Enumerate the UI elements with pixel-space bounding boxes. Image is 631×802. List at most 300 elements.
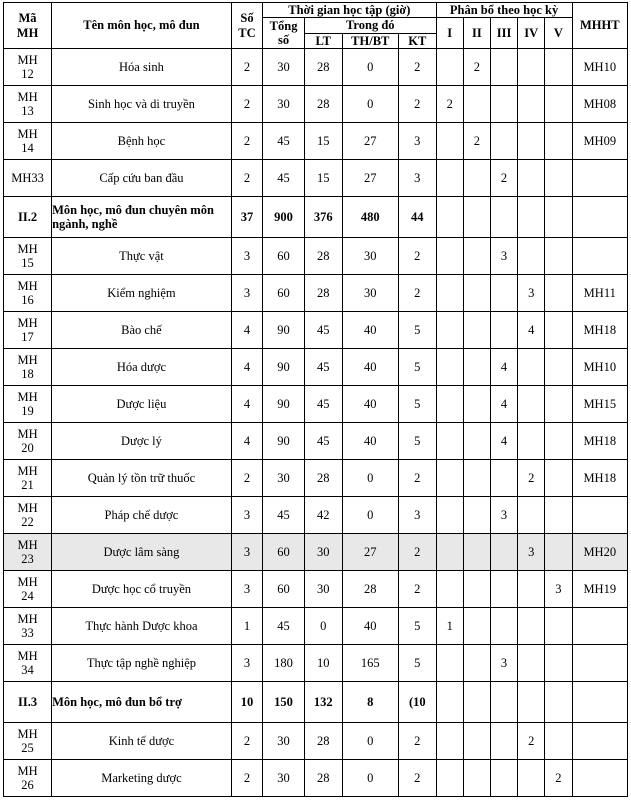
ma-mh-line1: MH	[17, 352, 38, 367]
cell-tong-so: 30	[263, 723, 305, 760]
cell-hk-5	[545, 312, 572, 349]
cell-hk-1	[436, 534, 463, 571]
table-row	[4, 238, 628, 275]
ma-mh-line2: 34	[21, 663, 34, 678]
cell-ma-mh	[4, 682, 52, 723]
cell-lt: 28	[304, 238, 342, 275]
cell-tong-so: 45	[263, 160, 305, 197]
cell-kt: 2	[398, 49, 436, 86]
cell-hk-2	[463, 160, 490, 197]
cell-ten-mon-hoc: Dược học cổ truyền	[52, 571, 232, 608]
cell-ma-mh	[4, 497, 52, 534]
header-hk-5: V	[545, 18, 572, 49]
cell-hk-1	[436, 645, 463, 682]
cell-kt: 2	[398, 460, 436, 497]
cell-so-tc: 37	[231, 197, 262, 238]
ma-mh-line1: II.3	[17, 694, 38, 709]
cell-hk-1	[436, 497, 463, 534]
ma-mh-line2: 22	[21, 515, 34, 530]
cell-mhht	[572, 682, 627, 723]
cell-tong-so: 60	[263, 534, 305, 571]
cell-th-bt: 40	[342, 608, 398, 645]
cell-ten-mon-hoc: Hóa sinh	[52, 49, 232, 86]
cell-tong-so: 90	[263, 312, 305, 349]
cell-tong-so: 45	[263, 608, 305, 645]
cell-th-bt: 0	[342, 497, 398, 534]
cell-hk-2: 2	[463, 123, 490, 160]
cell-tong-so: 60	[263, 238, 305, 275]
cell-hk-2	[463, 275, 490, 312]
cell-kt: 3	[398, 497, 436, 534]
cell-mhht	[572, 645, 627, 682]
cell-hk-4: 3	[518, 534, 545, 571]
cell-hk-1	[436, 123, 463, 160]
cell-so-tc: 2	[231, 460, 262, 497]
cell-hk-1: 2	[436, 86, 463, 123]
cell-so-tc: 3	[231, 645, 262, 682]
cell-hk-4	[518, 86, 545, 123]
cell-ten-mon-hoc: Môn học, mô đun bổ trợ	[52, 682, 232, 723]
cell-tong-so: 45	[263, 123, 305, 160]
table-row	[4, 760, 628, 797]
cell-so-tc: 10	[231, 682, 262, 723]
cell-mhht	[572, 723, 627, 760]
ma-mh-line1: MH	[17, 611, 38, 626]
table-row	[4, 275, 628, 312]
cell-kt: 5	[398, 386, 436, 423]
cell-so-tc: 4	[231, 386, 262, 423]
cell-hk-2	[463, 682, 490, 723]
cell-hk-1	[436, 571, 463, 608]
table-row	[4, 460, 628, 497]
cell-hk-4	[518, 49, 545, 86]
cell-ten-mon-hoc: Sinh học và di truyền	[52, 86, 232, 123]
cell-hk-3	[490, 534, 517, 571]
cell-hk-4	[518, 760, 545, 797]
cell-ma-mh	[4, 123, 52, 160]
ma-mh-line1: MH	[17, 574, 38, 589]
cell-ten-mon-hoc: Kinh tế dược	[52, 723, 232, 760]
cell-tong-so: 60	[263, 571, 305, 608]
ma-mh-line1: MH	[17, 278, 38, 293]
cell-hk-3	[490, 49, 517, 86]
cell-th-bt: 480	[342, 197, 398, 238]
cell-ma-mh	[4, 312, 52, 349]
cell-so-tc: 4	[231, 312, 262, 349]
table-row	[4, 386, 628, 423]
table-row	[4, 349, 628, 386]
ma-mh-line1: MH	[17, 241, 38, 256]
ma-mh-line1: MH	[17, 500, 38, 515]
cell-ma-mh	[4, 608, 52, 645]
cell-ma-mh	[4, 460, 52, 497]
ma-mh-line1: MH	[17, 426, 38, 441]
cell-tong-so: 30	[263, 760, 305, 797]
cell-hk-5	[545, 386, 572, 423]
ma-mh-line2: 26	[21, 778, 34, 793]
cell-mhht	[572, 238, 627, 275]
cell-tong-so: 45	[263, 497, 305, 534]
cell-hk-3	[490, 760, 517, 797]
cell-ma-mh	[4, 723, 52, 760]
cell-lt: 30	[304, 571, 342, 608]
ma-mh-line2: 24	[21, 589, 34, 604]
cell-hk-4	[518, 423, 545, 460]
cell-th-bt: 40	[342, 423, 398, 460]
cell-lt: 45	[304, 423, 342, 460]
cell-hk-1	[436, 312, 463, 349]
cell-hk-4	[518, 571, 545, 608]
cell-hk-3: 3	[490, 238, 517, 275]
cell-kt: 5	[398, 349, 436, 386]
cell-hk-2	[463, 86, 490, 123]
cell-ma-mh	[4, 49, 52, 86]
cell-mhht: MH10	[572, 49, 627, 86]
ma-mh-line2: 16	[21, 293, 34, 308]
cell-hk-1	[436, 160, 463, 197]
ma-mh-line1: II.2	[17, 209, 38, 224]
cell-ten-mon-hoc: Marketing dược	[52, 760, 232, 797]
header-hk-1: I	[436, 18, 463, 49]
cell-hk-4: 2	[518, 460, 545, 497]
cell-hk-3: 3	[490, 645, 517, 682]
cell-hk-4	[518, 197, 545, 238]
ma-mh-line1: MH	[17, 648, 38, 663]
cell-lt: 28	[304, 275, 342, 312]
cell-th-bt: 8	[342, 682, 398, 723]
cell-mhht	[572, 760, 627, 797]
cell-kt: 2	[398, 238, 436, 275]
cell-th-bt: 0	[342, 49, 398, 86]
cell-hk-4	[518, 123, 545, 160]
cell-kt: 3	[398, 123, 436, 160]
table-row	[4, 723, 628, 760]
cell-hk-5	[545, 645, 572, 682]
cell-hk-2	[463, 571, 490, 608]
cell-hk-2	[463, 423, 490, 460]
ma-mh-line2: 14	[21, 141, 34, 156]
cell-ten-mon-hoc: Thực hành Dược khoa	[52, 608, 232, 645]
cell-ma-mh	[4, 534, 52, 571]
cell-hk-5	[545, 423, 572, 460]
cell-hk-2	[463, 534, 490, 571]
cell-kt: (10	[398, 682, 436, 723]
cell-hk-3	[490, 571, 517, 608]
cell-hk-2: 2	[463, 49, 490, 86]
cell-hk-5	[545, 497, 572, 534]
cell-hk-3	[490, 460, 517, 497]
cell-ten-mon-hoc: Quản lý tồn trữ thuốc	[52, 460, 232, 497]
cell-lt: 132	[304, 682, 342, 723]
cell-so-tc: 2	[231, 723, 262, 760]
ma-mh-line2: 33	[21, 626, 34, 641]
cell-hk-2	[463, 312, 490, 349]
cell-ten-mon-hoc: Dược lâm sàng	[52, 534, 232, 571]
cell-hk-3	[490, 123, 517, 160]
cell-mhht: MH10	[572, 349, 627, 386]
cell-mhht: MH18	[572, 423, 627, 460]
cell-lt: 15	[304, 123, 342, 160]
ma-mh-line2: 17	[21, 330, 34, 345]
ma-mh-line2: 19	[21, 404, 34, 419]
cell-hk-5: 2	[545, 760, 572, 797]
header-trong-do: Trong đó	[304, 18, 436, 33]
cell-ma-mh	[4, 160, 52, 197]
cell-th-bt: 27	[342, 160, 398, 197]
cell-mhht: MH20	[572, 534, 627, 571]
cell-hk-3	[490, 275, 517, 312]
cell-hk-5	[545, 460, 572, 497]
cell-hk-1	[436, 723, 463, 760]
cell-hk-4	[518, 386, 545, 423]
cell-hk-1	[436, 197, 463, 238]
cell-mhht: MH11	[572, 275, 627, 312]
cell-ma-mh	[4, 86, 52, 123]
cell-hk-4: 3	[518, 275, 545, 312]
cell-hk-4: 4	[518, 312, 545, 349]
cell-kt: 2	[398, 275, 436, 312]
cell-hk-4: 2	[518, 723, 545, 760]
header-hk-3: III	[490, 18, 517, 49]
cell-hk-2	[463, 723, 490, 760]
cell-ten-mon-hoc: Dược lý	[52, 423, 232, 460]
cell-hk-5	[545, 160, 572, 197]
header-thoi-gian-hoc-tap: Thời gian học tập (giờ)	[263, 3, 436, 18]
cell-hk-1	[436, 275, 463, 312]
cell-hk-5	[545, 534, 572, 571]
cell-hk-4	[518, 645, 545, 682]
cell-mhht: MH18	[572, 312, 627, 349]
cell-tong-so: 60	[263, 275, 305, 312]
cell-tong-so: 900	[263, 197, 305, 238]
table-row	[4, 160, 628, 197]
ma-mh-line1: MH	[17, 126, 38, 141]
cell-hk-3	[490, 197, 517, 238]
cell-hk-1	[436, 349, 463, 386]
cell-lt: 30	[304, 534, 342, 571]
table-row	[4, 645, 628, 682]
cell-th-bt: 27	[342, 534, 398, 571]
table-row	[4, 497, 628, 534]
cell-hk-1	[436, 238, 463, 275]
table-row	[4, 423, 628, 460]
header-lt: LT	[304, 33, 342, 48]
cell-tong-so: 90	[263, 423, 305, 460]
ma-mh-line1: MH	[17, 726, 38, 741]
cell-so-tc: 3	[231, 275, 262, 312]
cell-kt: 5	[398, 645, 436, 682]
cell-ma-mh	[4, 760, 52, 797]
ma-mh-line1: MH	[17, 389, 38, 404]
cell-th-bt: 40	[342, 386, 398, 423]
table-row	[4, 534, 628, 571]
cell-lt: 45	[304, 312, 342, 349]
header-ten-mon-hoc: Tên môn học, mô đun	[52, 3, 232, 49]
cell-mhht: MH18	[572, 460, 627, 497]
cell-so-tc: 2	[231, 123, 262, 160]
table-body	[4, 49, 628, 797]
cell-so-tc: 1	[231, 608, 262, 645]
table-header	[4, 3, 628, 49]
cell-hk-2	[463, 386, 490, 423]
ma-mh-line2: 12	[21, 67, 34, 82]
cell-so-tc: 3	[231, 571, 262, 608]
cell-hk-1	[436, 49, 463, 86]
cell-mhht: MH15	[572, 386, 627, 423]
cell-ten-mon-hoc: Thực vật	[52, 238, 232, 275]
cell-kt: 2	[398, 534, 436, 571]
cell-ten-mon-hoc: Pháp chế dược	[52, 497, 232, 534]
table-row	[4, 571, 628, 608]
header-th-bt: TH/BT	[342, 33, 398, 48]
cell-hk-2	[463, 608, 490, 645]
cell-th-bt: 165	[342, 645, 398, 682]
table-row	[4, 49, 628, 86]
cell-lt: 28	[304, 760, 342, 797]
cell-lt: 45	[304, 386, 342, 423]
ma-mh-line1: MH33	[11, 170, 44, 185]
cell-lt: 42	[304, 497, 342, 534]
ma-mh-line1: MH	[17, 315, 38, 330]
cell-mhht: MH09	[572, 123, 627, 160]
cell-so-tc: 4	[231, 423, 262, 460]
ma-mh-line2: 25	[21, 741, 34, 756]
cell-ma-mh	[4, 423, 52, 460]
cell-hk-3: 4	[490, 386, 517, 423]
cell-so-tc: 2	[231, 49, 262, 86]
cell-hk-3: 3	[490, 497, 517, 534]
cell-th-bt: 30	[342, 238, 398, 275]
cell-th-bt: 0	[342, 86, 398, 123]
header-hk-2: II	[463, 18, 490, 49]
cell-hk-3	[490, 312, 517, 349]
ma-mh-line1: MH	[17, 537, 38, 552]
cell-ten-mon-hoc: Thực tập nghề nghiệp	[52, 645, 232, 682]
cell-ma-mh	[4, 645, 52, 682]
ma-mh-line1: MH	[17, 89, 38, 104]
cell-hk-4	[518, 349, 545, 386]
cell-hk-3: 4	[490, 423, 517, 460]
header-phan-bo-hoc-ky: Phân bổ theo học kỳ	[436, 3, 572, 18]
table-row	[4, 86, 628, 123]
cell-hk-5	[545, 197, 572, 238]
cell-lt: 45	[304, 349, 342, 386]
ma-mh-line2: 20	[21, 441, 34, 456]
header-tong-so: Tổng số	[263, 18, 305, 49]
cell-th-bt: 40	[342, 312, 398, 349]
cell-ma-mh	[4, 349, 52, 386]
cell-ten-mon-hoc: Dược liệu	[52, 386, 232, 423]
cell-hk-5	[545, 349, 572, 386]
cell-hk-5	[545, 86, 572, 123]
header-so-tc: Số TC	[231, 3, 262, 49]
cell-tong-so: 90	[263, 349, 305, 386]
cell-mhht	[572, 160, 627, 197]
cell-th-bt: 0	[342, 723, 398, 760]
cell-kt: 5	[398, 312, 436, 349]
cell-hk-3	[490, 682, 517, 723]
cell-mhht	[572, 608, 627, 645]
cell-hk-2	[463, 349, 490, 386]
cell-kt: 5	[398, 608, 436, 645]
cell-hk-4	[518, 608, 545, 645]
ma-mh-line2: 18	[21, 367, 34, 382]
cell-hk-3: 4	[490, 349, 517, 386]
cell-hk-1	[436, 423, 463, 460]
cell-lt: 15	[304, 160, 342, 197]
cell-so-tc: 2	[231, 160, 262, 197]
ma-mh-line1: MH	[17, 463, 38, 478]
cell-ma-mh	[4, 275, 52, 312]
cell-hk-5	[545, 723, 572, 760]
cell-hk-5	[545, 238, 572, 275]
header-ma-mh: Mã MH	[4, 3, 52, 49]
cell-hk-4	[518, 238, 545, 275]
cell-mhht: MH19	[572, 571, 627, 608]
cell-so-tc: 2	[231, 760, 262, 797]
cell-hk-5: 3	[545, 571, 572, 608]
cell-hk-5	[545, 682, 572, 723]
cell-kt: 3	[398, 160, 436, 197]
cell-hk-2	[463, 197, 490, 238]
cell-hk-2	[463, 760, 490, 797]
cell-th-bt: 0	[342, 760, 398, 797]
cell-hk-5	[545, 608, 572, 645]
ma-mh-line2: 13	[21, 104, 34, 119]
cell-tong-so: 180	[263, 645, 305, 682]
header-hk-4: IV	[518, 18, 545, 49]
cell-lt: 376	[304, 197, 342, 238]
cell-tong-so: 30	[263, 86, 305, 123]
cell-ten-mon-hoc: Môn học, mô đun chuyên môn ngành, nghề	[52, 197, 232, 238]
cell-kt: 2	[398, 86, 436, 123]
cell-hk-2	[463, 497, 490, 534]
cell-ten-mon-hoc: Bào chế	[52, 312, 232, 349]
cell-hk-5	[545, 49, 572, 86]
table-row	[4, 312, 628, 349]
cell-lt: 28	[304, 460, 342, 497]
cell-hk-4	[518, 497, 545, 534]
cell-ma-mh	[4, 238, 52, 275]
cell-ma-mh	[4, 386, 52, 423]
cell-hk-3	[490, 723, 517, 760]
cell-tong-so: 150	[263, 682, 305, 723]
cell-hk-1	[436, 460, 463, 497]
cell-tong-so: 30	[263, 460, 305, 497]
cell-so-tc: 3	[231, 534, 262, 571]
cell-kt: 5	[398, 423, 436, 460]
cell-lt: 10	[304, 645, 342, 682]
cell-hk-2	[463, 460, 490, 497]
cell-mhht	[572, 497, 627, 534]
cell-th-bt: 0	[342, 460, 398, 497]
cell-th-bt: 27	[342, 123, 398, 160]
cell-lt: 0	[304, 608, 342, 645]
cell-hk-3	[490, 86, 517, 123]
cell-th-bt: 28	[342, 571, 398, 608]
cell-kt: 2	[398, 571, 436, 608]
cell-hk-3	[490, 608, 517, 645]
cell-hk-1	[436, 386, 463, 423]
cell-lt: 28	[304, 49, 342, 86]
cell-so-tc: 4	[231, 349, 262, 386]
header-mhht: MHHT	[572, 3, 627, 49]
ma-mh-line2: 15	[21, 256, 34, 271]
ma-mh-line1: MH	[17, 763, 38, 778]
cell-kt: 2	[398, 760, 436, 797]
cell-hk-1	[436, 760, 463, 797]
cell-ten-mon-hoc: Bệnh học	[52, 123, 232, 160]
